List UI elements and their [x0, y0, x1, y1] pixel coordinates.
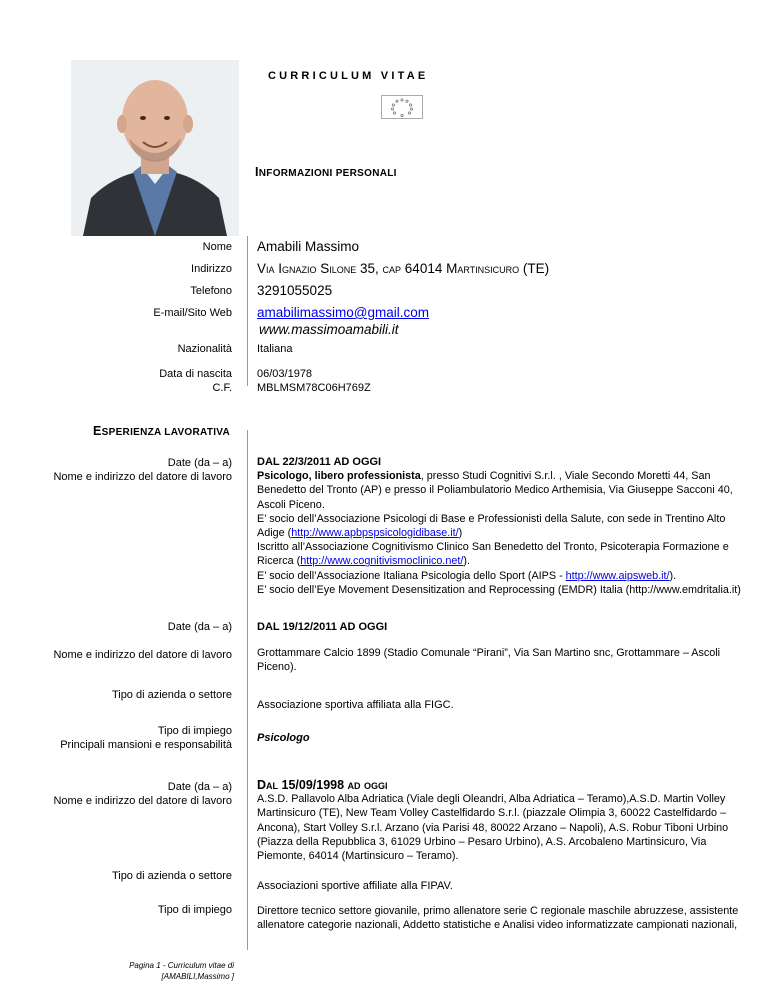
entry1-description: [257, 455, 745, 597]
entry3-date: Dal 15/09/1998 ad oggi: [257, 778, 388, 792]
experience-section-title: ESPERIENZA LAVORATIVA: [93, 424, 231, 438]
label-employer: Nome e indirizzo del datore di lavoro: [53, 649, 232, 661]
cv-title: CURRICULUM VITAE: [268, 70, 429, 82]
email-link[interactable]: amabilimassimo@gmail.com: [257, 305, 429, 320]
label-address: Indirizzo: [191, 263, 232, 275]
label-dates: Date (da – a): [167, 621, 232, 633]
label-employer: Nome e indirizzo del datore di lavoro: [53, 471, 232, 483]
value-phone: 3291055025: [257, 283, 333, 298]
entry1-line5: Adige (http://www.apbpspsicologidibase.it/): [257, 527, 463, 540]
column-separator: [247, 236, 248, 386]
label-job-type: Tipo di impiego: [157, 904, 232, 916]
entry1-line9: E’ socio dell’Eye Movement Desensitization and Reprocessing (EMDR) Italia (http://www.emdritalia.it): [257, 583, 741, 596]
footer-line2: [AMABILI,Massimo ]: [161, 972, 234, 981]
apbps-link[interactable]: http://www.apbpspsicologidibase.it/: [291, 527, 459, 540]
value-website: www.massimoamabili.it: [259, 322, 399, 337]
value-address: Via Ignazio Silone 35, cap 64014 Martinsicuro (TE): [257, 261, 550, 276]
entry3-description: Dal 15/09/1998 ad oggi A.S.D. Pallavolo Alba Adriatica (Viale degli Oleandri, Alba Adriatica – Teramo),A.S.D. Martin Volley Martinsicuro (TE), New Team Volley Castelfidardo S.r.l. (piazzale Olimpia 3, 60022 Castelfidardo – Ancona), Start Volley S.r.l. Arzano (via Parisi 48, 80022 Arzano – Napoli), A.S. Robur Tiboni Urbino (Piazza della Repubblica 3, 61029 Urbino – Pesaro Urbino), A.S. Arcobaleno Martinsicuro, Via Piemonte, 64014 (Martinsicuro – Teramo).: [257, 778, 745, 863]
column-separator: [247, 430, 248, 950]
value-birth-date: 06/03/1978: [257, 368, 313, 380]
label-nationality: Nazionalità: [177, 343, 232, 355]
label-sector: Tipo di azienda o settore: [111, 689, 232, 701]
entry2-job: Psicologo: [257, 732, 310, 744]
value-nationality: Italiana: [257, 343, 293, 355]
eu-flag-icon: [381, 95, 423, 119]
footer-line1: Pagina 1 - Curriculum vitae di: [129, 961, 234, 970]
entry1-line4: E’ socio dell’Associazione Psicologi di Base e Professionisti della Salute, con sede in Trentino Alto: [257, 512, 726, 525]
entry1-line2: Benedetto del Tronto (AP) e presso il Poliambulatorio Medico Arthemisia, Via Giuseppe Sacconi 40,: [257, 484, 733, 497]
label-employer: Nome e indirizzo del datore di lavoro: [53, 795, 232, 807]
entry1-line6: Iscritto all’Associazione Cognitivismo Clinico San Benedetto del Tronto, Psicoterapia Formazione e: [257, 541, 729, 554]
entry2-employer: Grottammare Calcio 1899 (Stadio Comunale “Pirani”, Via San Martino snc, Grottammare – Ascoli Piceno).: [257, 647, 721, 674]
entry3-sector: Associazioni sportive affiliate alla FIPAV.: [257, 880, 453, 892]
entry1-line7: Ricerca (http://www.cognitivismoclinico.net/).: [257, 555, 471, 568]
label-phone: Telefono: [190, 285, 232, 297]
label-name: Nome: [202, 241, 232, 253]
profile-photo: [71, 60, 239, 236]
page-footer: [129, 960, 234, 982]
label-job-type: Tipo di impiego: [157, 725, 232, 737]
entry3-job: Direttore tecnico settore giovanile, primo allenatore serie C regionale maschile abruzzese, assistente allenatore categorie nazionali, Addetto statistiche e Analisi video informatizzate campionati nazionali,: [257, 905, 739, 932]
entry2-date: DAL 19/12/2011 AD OGGI: [257, 621, 388, 633]
entry1-line1: Psicologo, libero professionista, presso Studi Cognitivi S.r.l. , Viale Secondo Moretti 44, San: [257, 470, 711, 483]
value-cf: MBLMSM78C06H769Z: [257, 382, 371, 394]
label-email: E-mail/Sito Web: [153, 307, 232, 319]
label-birth-date: Data di nascita: [159, 368, 232, 380]
label-cf: C.F.: [212, 382, 232, 394]
label-dates: Date (da – a): [167, 457, 232, 469]
aips-link[interactable]: http://www.aipsweb.it/: [565, 569, 670, 582]
entry1-date: DAL 22/3/2011 AD OGGI: [257, 456, 382, 468]
label-dates: Date (da – a): [167, 781, 232, 793]
cognitivismo-link[interactable]: http://www.cognitivismoclinico.net/: [300, 555, 464, 568]
entry1-line8: E’ socio dell’Associazione Italiana Psicologia dello Sport (AIPS - http://www.aipsweb.it/).: [257, 569, 677, 582]
label-sector: Tipo di azienda o settore: [111, 870, 232, 882]
entry2-sector: Associazione sportiva affiliata alla FIGC.: [257, 699, 454, 711]
personal-info-section-title: INFORMAZIONI PERSONALI: [255, 165, 397, 179]
value-name: Amabili Massimo: [257, 239, 360, 254]
label-duties: Principali mansioni e responsabilità: [60, 739, 232, 751]
entry1-line3: Ascoli Piceno.: [257, 498, 325, 511]
